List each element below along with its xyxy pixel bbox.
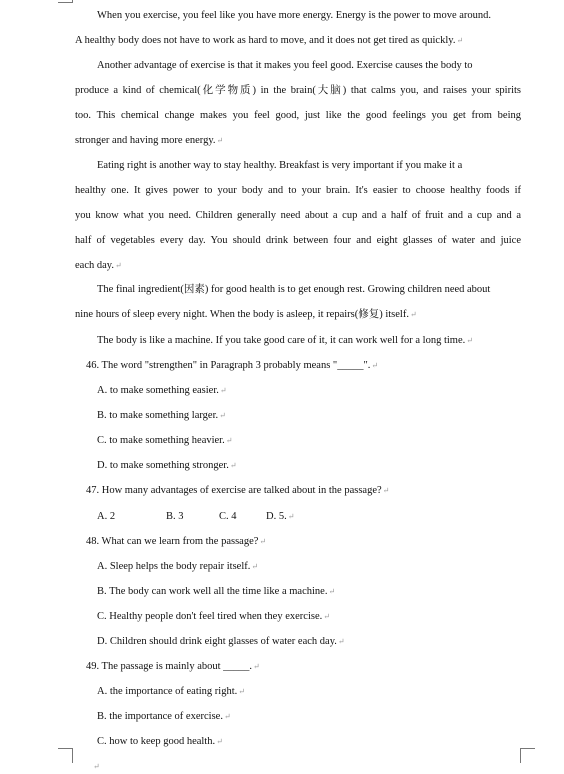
answer-option-b: B. 3 xyxy=(166,511,184,522)
answer-option-a: A. to make something easier.↵ xyxy=(97,385,227,396)
answer-option-a: A. Sleep helps the body repair itself.↵ xyxy=(97,561,259,572)
answer-option-b: B. the importance of exercise.↵ xyxy=(97,711,231,722)
question-stem: 48. What can we learn from the passage?↵ xyxy=(86,536,267,547)
crop-mark-top-left xyxy=(58,0,73,3)
passage-line: The body is like a machine. If you take good care of it, it can work well for a long time.↵ xyxy=(97,335,473,346)
answer-option-a: A. the importance of eating right.↵ xyxy=(97,686,245,697)
question-stem: 49. The passage is mainly about _____.↵ xyxy=(86,661,260,672)
crop-mark-bottom-right xyxy=(520,748,535,763)
answer-option-d: D. Children should drink eight glasses of water each day.↵ xyxy=(97,636,345,647)
passage-line: When you exercise, you feel like you have more energy. Energy is the power to move around. xyxy=(97,10,492,21)
answer-option-b: B. The body can work well all the time like a machine.↵ xyxy=(97,586,336,597)
answer-option-a: A. 2 xyxy=(97,511,116,522)
answer-option-c: C. 4 xyxy=(219,511,237,522)
answer-option-d: D. 5.↵ xyxy=(266,511,295,522)
passage-line: you know what you need. Children generally need about a cup and a half of fruit and a cup and a xyxy=(75,210,521,221)
passage-line: produce a kind of chemical(化学物质) in the brain(大脑) that calms you, and raises your spirits xyxy=(75,85,521,96)
passage-line: nine hours of sleep every night. When the body is asleep, it repairs(修复) itself.↵ xyxy=(75,309,417,320)
answer-option-b: B. to make something larger.↵ xyxy=(97,410,226,421)
passage-line: each day.↵ xyxy=(75,260,122,271)
answer-option-c: C. Healthy people don't feel tired when they exercise.↵ xyxy=(97,611,330,622)
answer-option-d: D. to make something stronger.↵ xyxy=(97,460,237,471)
passage-line: Another advantage of exercise is that it makes you feel good. Exercise causes the body to xyxy=(97,60,473,71)
answer-option-c: C. how to keep good health.↵ xyxy=(97,736,223,747)
passage-line: Eating right is another way to stay healthy. Breakfast is very important if you make it a xyxy=(97,160,463,171)
answer-option-c: C. to make something heavier.↵ xyxy=(97,435,233,446)
passage-line: healthy one. It gives power to your body and to your brain. It's easier to choose healthy foods if xyxy=(75,185,521,196)
passage-line: A healthy body does not have to work as hard to move, and it does not get tired as quickly.↵ xyxy=(75,35,464,46)
trailing-paragraph-mark: ↵ xyxy=(93,762,100,771)
crop-mark-bottom-left xyxy=(58,748,73,763)
passage-line: too. This chemical change makes you feel good, just like the good feelings you get from being xyxy=(75,110,521,121)
passage-line: half of vegetables every day. You should drink between four and eight glasses of water and juice xyxy=(75,235,521,246)
passage-line: stronger and having more energy.↵ xyxy=(75,135,224,146)
question-stem: 46. The word "strengthen" in Paragraph 3 probably means "_____".↵ xyxy=(86,360,379,371)
passage-line: The final ingredient(因素) for good health is to get enough rest. Growing children need about xyxy=(97,284,491,295)
question-stem: 47. How many advantages of exercise are talked about in the passage?↵ xyxy=(86,485,390,496)
